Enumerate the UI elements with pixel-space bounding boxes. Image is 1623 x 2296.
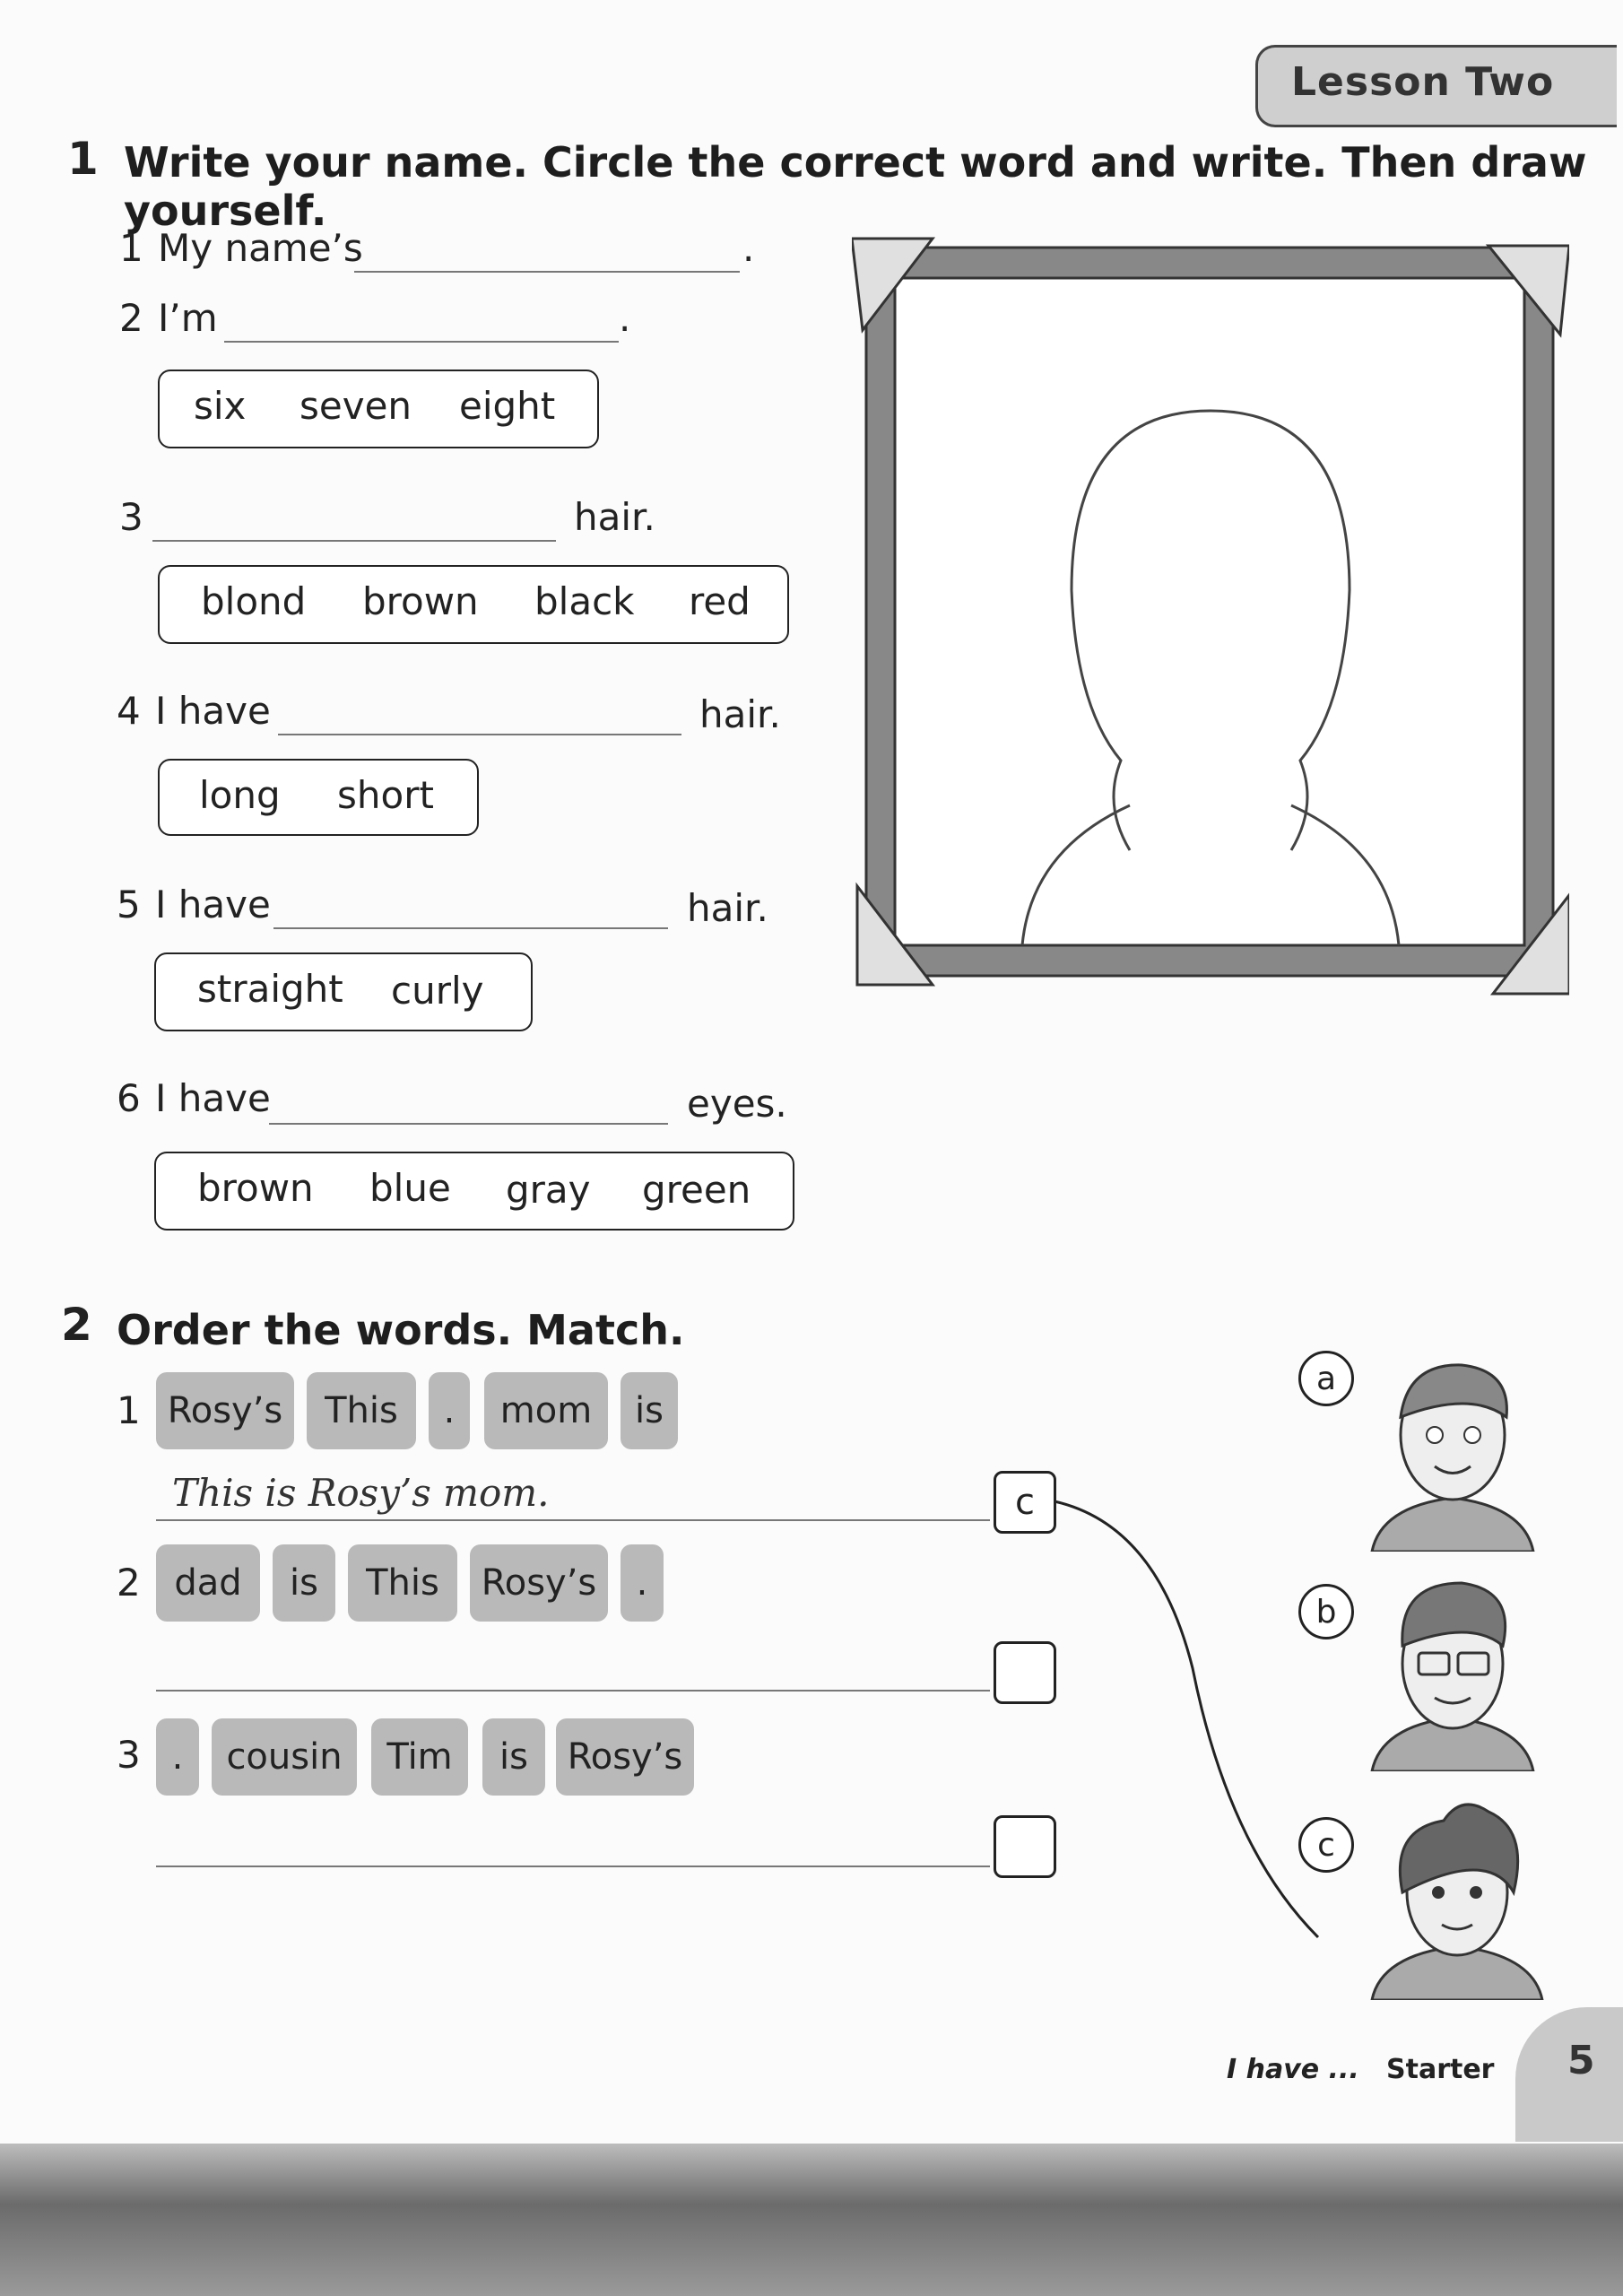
option-eye-brown[interactable]: brown: [197, 1166, 314, 1210]
person-a-icon: [1363, 1345, 1542, 1552]
word-tile[interactable]: Rosy’s: [156, 1372, 294, 1449]
word-tile[interactable]: This: [307, 1372, 416, 1449]
exercise-1-number: 1: [67, 133, 99, 185]
lesson-tab-label: Lesson Two: [1291, 59, 1555, 105]
footer-unit: Starter: [1386, 2054, 1495, 2085]
word-tile[interactable]: mom: [484, 1372, 608, 1449]
option-black[interactable]: black: [534, 579, 635, 623]
ex1-item-6-suffix: eyes.: [687, 1082, 787, 1126]
option-long[interactable]: long: [199, 773, 281, 817]
option-eye-green[interactable]: green: [642, 1168, 751, 1212]
word-tile[interactable]: cousin: [212, 1718, 357, 1796]
option-eight[interactable]: eight: [459, 384, 556, 428]
ex2-item-3-answer-line[interactable]: [156, 1866, 990, 1867]
ex1-item-3-answer-line[interactable]: [152, 540, 556, 542]
option-straight[interactable]: straight: [197, 967, 343, 1011]
ex1-item-3-suffix: hair.: [574, 495, 655, 539]
ex2-item-2-number: 2: [117, 1561, 141, 1605]
ex1-item-6-number: 6: [117, 1076, 141, 1120]
person-c-label: c: [1298, 1817, 1354, 1873]
ex1-item-5-prefix: I have: [155, 883, 271, 926]
option-short[interactable]: short: [337, 773, 434, 817]
word-tile[interactable]: .: [429, 1372, 470, 1449]
ex1-item-6-answer-line[interactable]: [269, 1123, 668, 1125]
ex2-item-1-answer: This is Rosy’s mom.: [172, 1471, 550, 1515]
ex1-item-4-prefix: I have: [155, 689, 271, 733]
word-tile[interactable]: is: [482, 1718, 545, 1796]
ex2-item-1-match-box[interactable]: c: [994, 1471, 1056, 1534]
ex1-item-1-answer-line[interactable]: [354, 271, 740, 273]
exercise-2-number: 2: [61, 1299, 92, 1351]
option-brown[interactable]: brown: [362, 579, 479, 623]
word-tile[interactable]: .: [156, 1718, 199, 1796]
ex1-item-1-prefix: My name’s: [158, 226, 363, 270]
ex1-item-2-suffix: .: [619, 296, 631, 340]
page-number: 5: [1567, 2038, 1595, 2083]
ex2-item-1-number: 1: [117, 1388, 141, 1432]
word-tile[interactable]: Tim: [371, 1718, 468, 1796]
word-tile[interactable]: is: [621, 1372, 678, 1449]
ex1-item-5-number: 5: [117, 883, 141, 926]
ex1-item-4-number: 4: [117, 689, 141, 733]
option-curly[interactable]: curly: [391, 969, 484, 1013]
person-c-icon: [1363, 1794, 1551, 2000]
ex1-item-5-answer-line[interactable]: [273, 927, 668, 929]
ex2-item-1-answer-line[interactable]: [156, 1519, 990, 1521]
ex1-item-1-suffix: .: [742, 226, 755, 270]
word-tile[interactable]: Rosy’s: [556, 1718, 694, 1796]
ex1-item-1-number: 1: [119, 226, 143, 270]
ex2-item-3-match-box[interactable]: [994, 1815, 1056, 1878]
ex2-item-3-number: 3: [117, 1733, 141, 1777]
exercise-1-instruction: Write your name. Circle the correct word and write. Then draw yourself.: [124, 138, 1587, 235]
option-blond[interactable]: blond: [201, 579, 307, 623]
ex1-item-2-prefix: I’m: [158, 296, 218, 340]
word-tile[interactable]: is: [273, 1544, 335, 1622]
ex1-item-2-answer-line[interactable]: [224, 341, 619, 343]
option-eye-blue[interactable]: blue: [369, 1166, 451, 1210]
drawing-frame[interactable]: [852, 231, 1569, 1003]
ex2-item-2-answer-line[interactable]: [156, 1690, 990, 1692]
ex1-item-3-number: 3: [119, 495, 143, 539]
scan-shadow: [0, 2144, 1623, 2296]
footer-title: I have ...: [1227, 2054, 1359, 2085]
ex2-item-2-match-box[interactable]: [994, 1641, 1056, 1704]
word-tile[interactable]: This: [348, 1544, 457, 1622]
option-six[interactable]: six: [194, 384, 247, 428]
option-seven[interactable]: seven: [299, 384, 412, 428]
ex1-item-2-number: 2: [119, 296, 143, 340]
ex1-item-6-prefix: I have: [155, 1076, 271, 1120]
ex1-item-4-answer-line[interactable]: [278, 734, 681, 735]
word-tile[interactable]: Rosy’s: [470, 1544, 608, 1622]
ex1-item-5-suffix: hair.: [687, 886, 768, 930]
option-red[interactable]: red: [689, 579, 751, 623]
person-a-label: a: [1298, 1351, 1354, 1406]
option-eye-gray[interactable]: gray: [506, 1168, 591, 1212]
exercise-2-instruction: Order the words. Match.: [117, 1306, 685, 1354]
word-tile[interactable]: .: [621, 1544, 664, 1622]
word-tile[interactable]: dad: [156, 1544, 260, 1622]
frame-inner: [895, 278, 1524, 945]
matching-line: [1049, 1489, 1408, 1991]
person-b-label: b: [1298, 1584, 1354, 1639]
person-b-icon: [1363, 1565, 1542, 1771]
ex1-item-4-suffix: hair.: [699, 692, 781, 736]
